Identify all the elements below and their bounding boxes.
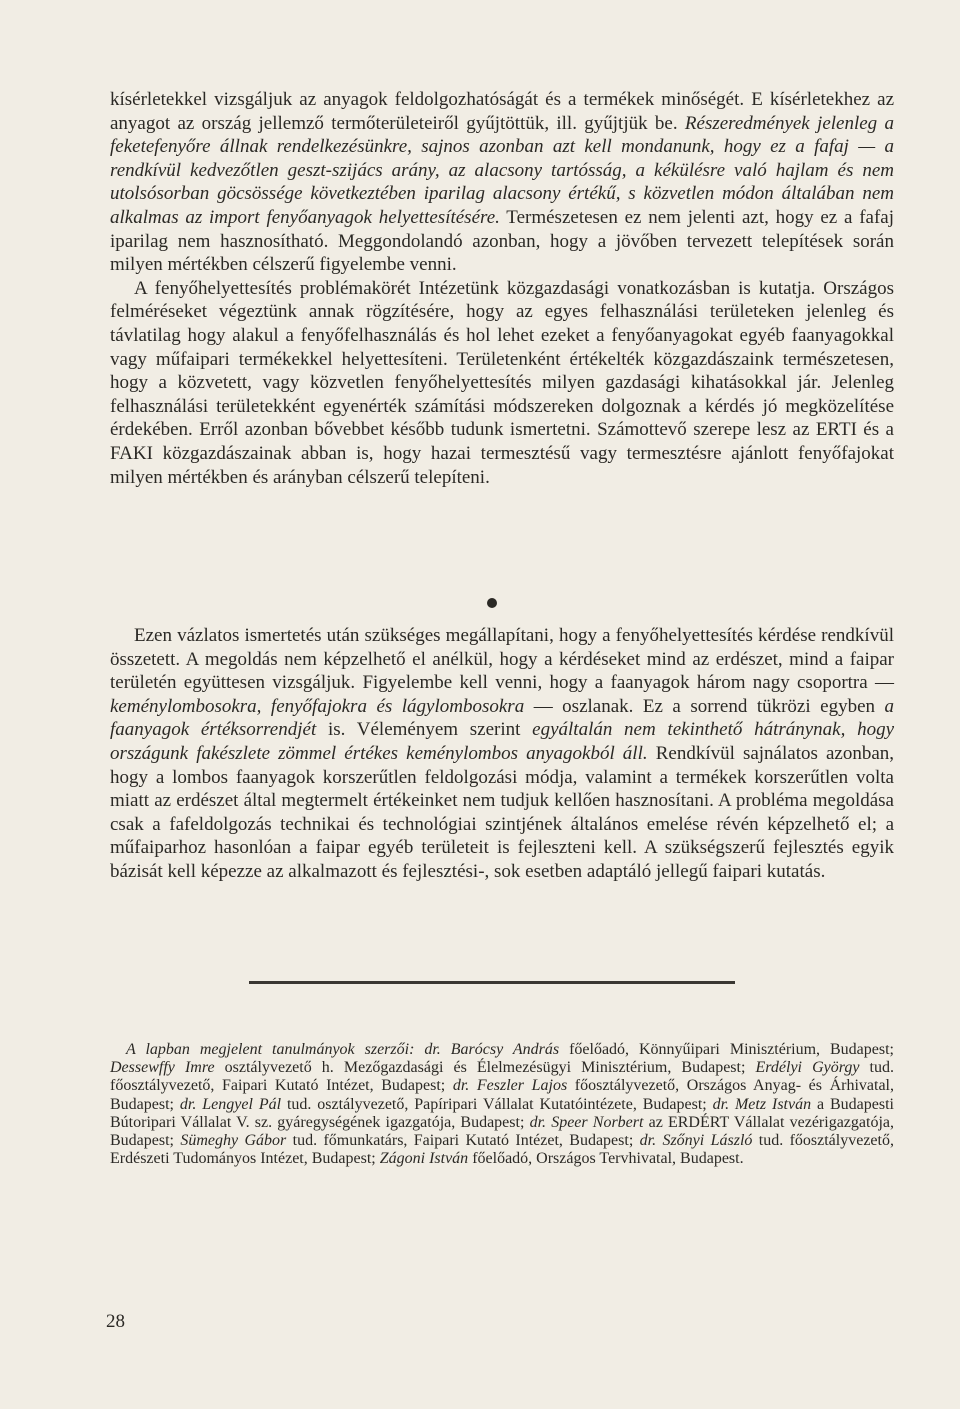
text-run: tud. főmunkatárs, Faipari Kutató Intézet, Budapest; [286, 1132, 640, 1150]
italic-text-run: Dessewffy Imre [110, 1059, 215, 1077]
text-run: főelőadó, Könnyűipari Minisztérium, Budapest; [559, 1041, 895, 1058]
text-run: is. Véleményem szerint [316, 719, 533, 741]
italic-text-run: A lapban megjelent tanulmányok szerzői: dr. Barócsy András [126, 1041, 560, 1058]
paragraph-1 [110, 88, 894, 277]
italic-text-run: dr. Speer Norbert [529, 1113, 644, 1131]
text-run: kísérletekkel vizsgáljuk az anyagok feldolgozhatóságát és a termékek minőségét. E kísérletekhez az anyagot az ország jellemző termőterületeiről gyűjtöttük, ill. gyűjtjük be. [110, 89, 894, 134]
text-run: tud. osztályvezető, Papíripari Vállalat Kutatóintézete, Budapest; [281, 1095, 713, 1113]
authors-note [110, 1041, 894, 1168]
text-run: főosztályvezető, Országos Anyag- és Árhivatal, Budapest; [110, 1077, 895, 1113]
text-run: — oszlanak. Ez a sorrend tükrözi egyben [524, 695, 885, 717]
text-run: az ERDÉRT Vállalat vezérigazgatója, Budapest; [110, 1113, 894, 1150]
text-run: Ezen vázlatos ismertetés után szükséges megállapítani, hogy a fenyőhelyettesítés kérdése rendkívül összetett. A megoldás nem képzelhető el anélkül, hogy a kérdéseket mind az erdészet, mind a faipar területén együttesen vizsgáljuk. Figyelembe kell venni, hogy a faanyagok három nagy csoportra — [110, 625, 894, 694]
text-run: osztályvezető h. Mezőgazdasági és Élelmezésügyi Minisztérium, Budapest; [214, 1059, 756, 1077]
italic-text-run: egyáltalán nem tekinthető hátránynak, hogy országunk fakészlete zömmel értékes keménylombos anyagokból áll. [110, 719, 895, 764]
italic-text-run: keménylombosokra, fenyőfajokra és lágylombosokra [110, 695, 525, 717]
italic-text-run: dr. Szőnyi László [639, 1132, 753, 1150]
italic-text-run: dr. Lengyel Pál [179, 1095, 282, 1113]
authors-note-section [110, 1041, 894, 1168]
text-run: főelőadó, Országos Tervhivatal, Budapest. [468, 1150, 744, 1168]
italic-text-run: Sümeghy Gábor [180, 1132, 287, 1150]
section-separator-dot [487, 598, 497, 608]
horizontal-rule [249, 981, 735, 984]
italic-text-run: Részeredmények jelenleg a feketefenyőre állnak rendelkezésünkre, sajnos azonban azt kell mondanunk, hogy ez a fafaj — a rendkívül kedvezőtlen geszt-szijács arány, az alacsony tartósság, a kékülésre való hajlam és nem utolsósorban göcsössége következtében iparilag alacsony értékű, s közvetlen módon általában nem alkalmas az import fenyőanyagok helyettesítésére. [110, 112, 894, 228]
article-section-conclusion [110, 624, 894, 884]
paragraph-3 [110, 624, 894, 884]
italic-text-run: Erdélyi György [755, 1059, 860, 1077]
text-run: tud. főosztályvezető, Faipari Kutató Intézet, Budapest; [110, 1059, 894, 1095]
italic-text-run: dr. Feszler Lajos [452, 1077, 568, 1095]
page-number: 28 [106, 1311, 125, 1332]
italic-text-run: dr. Metz István [712, 1095, 812, 1113]
text-run: Természetesen ez nem jelenti azt, hogy ez a fafaj iparilag nem hasznosítható. Meggondolandó azonban, hogy a jövőben tervezett telepítések során milyen mértékben célszerű figyelembe venni. [110, 206, 894, 276]
text-run: Rendkívül sajnálatos azonban, hogy a lombos faanyagok korszerűtlen feldolgozási módja, valamint a termékek korszerűtlen volta miatt az erdészet által megtermelt értékeinket nem tudjuk kellően hasznosítani. A probléma megoldása csak a fafeldolgozás technikai és technológiai szintjének általános emelése révén képzelhető el; a műfaiparhoz hasonlóan a faipar egyéb területeit is fejleszteni kell. A szükségszerű fejlesztés egyik bázisát kell képezze az alkalmazott és fejlesztési-, sok esetben adaptáló jellegű faipari kutatás. [110, 742, 895, 882]
paragraph-2: A fenyőhelyettesítés problémakörét Intézetünk közgazdasági vonatkozásban is kutatja. Országos felméréseket végeztünk annak rögzítésére, hogy az egyes felhasználási területeken jelenleg és távlatilag hogy alakul a fenyőfelhasználás és hol lehet ezeket a fenyőanyagokat egyéb faanyagokkal vagy műfaipari termékekkel helyettesíteni. Területenként értékelték közgazdászaink természetesen, hogy a közvetett, vagy közvetlen fenyőhelyettesítés milyen gazdasági kihatásokkal jár. Jelenleg felhasználási területekként egyenérték számítási módszereken dolgoznak a kérdés jó megközelítése érdekében. Erről azonban bővebbet később tudunk ismertetni. Számottevő szerepe lesz az ERTI és a FAKI közgazdászainak abban is, hogy hazai termesztésű vagy termesztésre ajánlott fenyőfajokat milyen mértékben és arányban célszerű telepíteni. [110, 277, 894, 488]
text-run: tud. főosztályvezető, Erdészeti Tudományos Intézet, Budapest; [110, 1132, 894, 1168]
article-section-top [110, 88, 894, 489]
italic-text-run: Zágoni István [379, 1150, 469, 1168]
italic-text-run: a faanyagok értéksorrendjét [110, 695, 894, 741]
text-run: a Budapesti Bútoripari Vállalat V. sz. gyáregységének igazgatója, Budapest; [110, 1095, 894, 1131]
